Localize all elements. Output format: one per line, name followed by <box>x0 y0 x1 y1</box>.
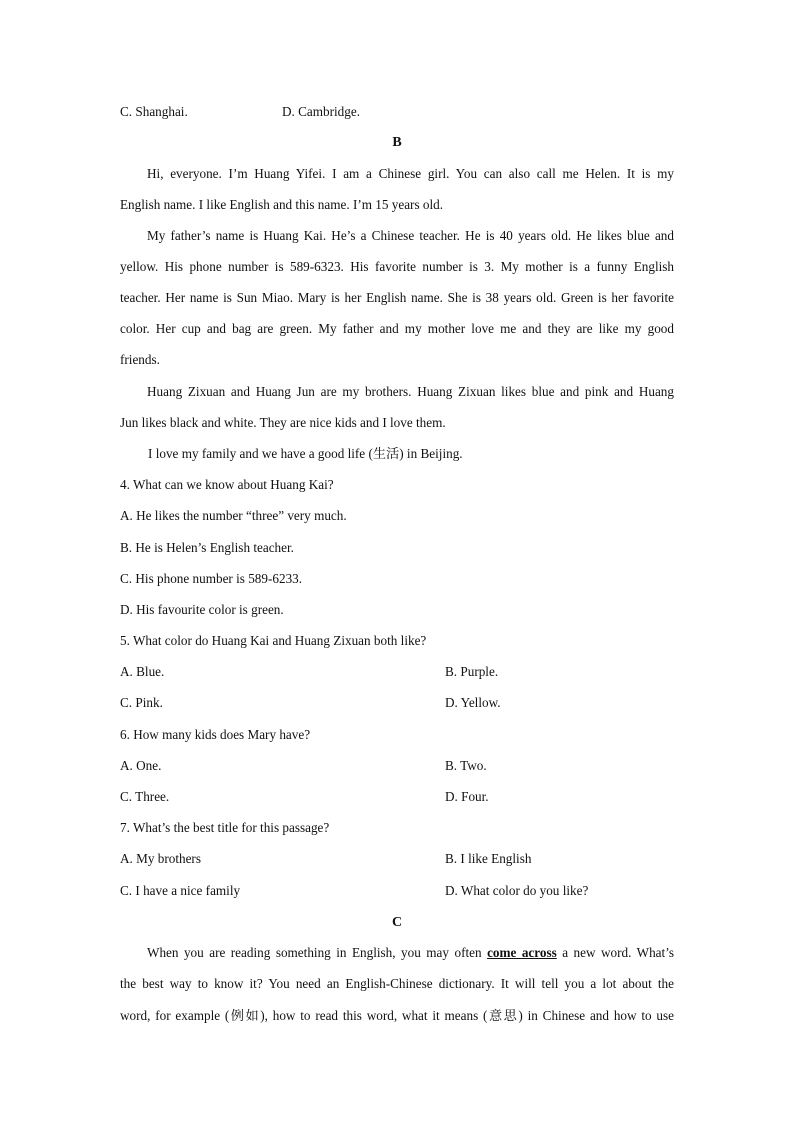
passage-c-line2: the best way to know it? You need an English-Chinese dictionary. It will tell you a lot about the <box>120 976 674 991</box>
question-6-option-c: C. Three. <box>120 789 170 804</box>
passage-b-p4: I love my family and we have a good life (生活) in Beijing. <box>148 446 463 461</box>
question-4-option-c: C. His phone number is 589-6233. <box>120 571 303 586</box>
passage-c-line1 <box>120 944 674 962</box>
question-7-option-c: C. I have a nice family <box>120 883 241 898</box>
section-b-heading: B <box>392 135 402 150</box>
question-5-option-d: D. Yellow. <box>445 695 501 710</box>
question-5-option-c: C. Pink. <box>120 695 163 710</box>
question-7-option-b: B. I like English <box>445 851 532 866</box>
section-c-heading: C <box>391 915 403 930</box>
question-6-option-d: D. Four. <box>445 789 489 804</box>
passage-c-line1-end: a new word. What’s <box>556 945 674 960</box>
prev-option-d: D. Cambridge. <box>282 104 361 119</box>
question-6-stem: 6. How many kids does Mary have? <box>120 727 311 742</box>
question-7-stem: 7. What’s the best title for this passage? <box>120 820 330 835</box>
question-4-option-a: A. He likes the number “three” very much. <box>120 508 347 523</box>
question-5-option-b: B. Purple. <box>445 664 499 679</box>
question-7-option-d: D. What color do you like? <box>445 883 589 898</box>
passage-b-p2-line3: teacher. Her name is Sun Miao. Mary is her English name. She is 38 years old. Green is her favorite <box>120 290 674 305</box>
question-6-option-a: A. One. <box>120 758 162 773</box>
passage-c-line1-start: When you are reading something in English, you may often <box>147 945 488 960</box>
passage-b-p2-line4: color. Her cup and bag are green. My father and my mother love me and they are like my good <box>120 321 674 336</box>
passage-b-p2-line5: friends. <box>120 352 160 367</box>
question-4-stem: 4. What can we know about Huang Kai? <box>120 477 334 492</box>
passage-b-p3-line2: Jun likes black and white. They are nice kids and I love them. <box>120 415 446 430</box>
question-6-option-b: B. Two. <box>445 758 487 773</box>
passage-c-line3: word, for example (例如), how to read this word, what it means (意思) in Chinese and how to use <box>120 1008 674 1023</box>
passage-b-p3-line1: Huang Zixuan and Huang Jun are my brothers. Huang Zixuan likes blue and pink and Huang <box>147 384 674 399</box>
key-phrase-come-across: come across <box>487 945 557 960</box>
question-4-option-b: B. He is Helen’s English teacher. <box>120 540 294 555</box>
passage-b-p1-line2: English name. I like English and this name. I’m 15 years old. <box>120 197 444 212</box>
question-7-option-a: A. My brothers <box>120 851 201 866</box>
passage-b-p1-line1: Hi, everyone. I’m Huang Yifei. I am a Chinese girl. You can also call me Helen. It is my <box>147 166 674 181</box>
passage-b-p2-line1: My father’s name is Huang Kai. He’s a Chinese teacher. He is 40 years old. He likes blue and <box>147 228 674 243</box>
passage-b-p2-line2: yellow. His phone number is 589-6323. His favorite number is 3. My mother is a funny English <box>120 259 674 274</box>
question-4-option-d: D. His favourite color is green. <box>120 602 284 617</box>
prev-option-c: C. Shanghai. <box>120 104 188 119</box>
question-5-stem: 5. What color do Huang Kai and Huang Zixuan both like? <box>120 633 427 648</box>
question-5-option-a: A. Blue. <box>120 664 165 679</box>
